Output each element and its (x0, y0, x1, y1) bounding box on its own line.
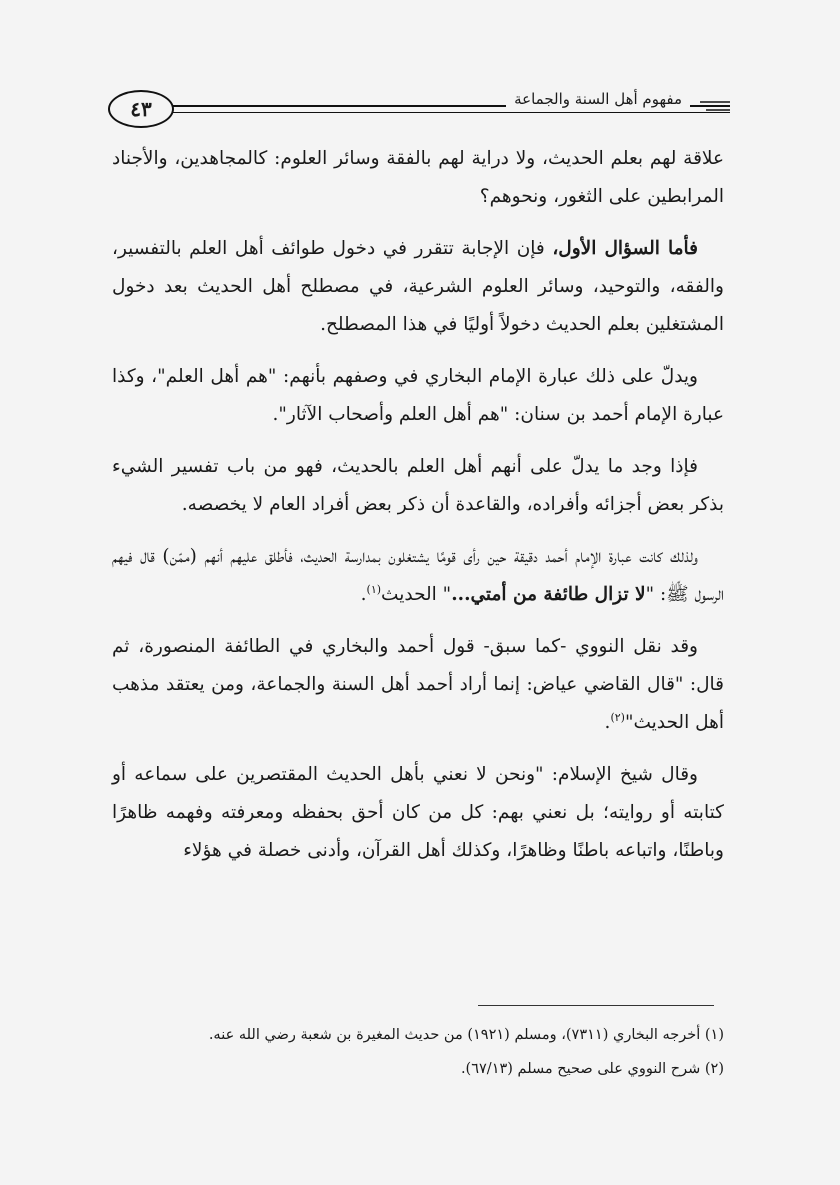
hadith-quote: لا تزال طائفة من أمتي... (451, 584, 646, 605)
paragraph (112, 230, 724, 344)
paragraph: وقال شيخ الإسلام: "ونحن لا نعني بأهل الحديث المقتصرين على سماعه أو كتابته أو روايته؛ بل نعني بهم: كل من كان أحق بحفظه ومعرفته وفهمه ظاهرًا وباطنًا، واتباعه باطنًا وظاهرًا، وكذلك أهل القرآن، وأدنى خصلة في هؤلاء (112, 764, 724, 861)
ornament-icon (700, 98, 730, 112)
page-body (112, 140, 724, 884)
footnote-divider (478, 1005, 714, 1006)
paragraph-text: ولذلك كانت عبارة الإمام أحمد دقيقة حين رأى قومًا يشتغلون بمدارسة الحديث، فأطلق عليهم أنهم (ممّن) قال فيهم الرسول ﷺ: " (112, 546, 724, 605)
paragraph (112, 628, 724, 742)
paragraph-text: وقد نقل النووي -كما سبق- قول أحمد والبخاري في الطائفة المنصورة، ثم قال: "قال القاضي عياض: إنما أراد أحمد أهل السنة والجماعة، ومن يعتقد مذهب أهل الحديث" (112, 636, 724, 733)
paragraph-text: " الحديث (381, 584, 452, 605)
paragraph-text: فإن الإجابة تتقرر في دخول طوائف أهل العلم بالتفسير، والفقه، والتوحيد، وسائر العلوم الشرعية، في مصطلح أهل الحديث بعد دخول المشتغلين بعلم الحديث دخولاً أوليًا في هذا المصطلح. (112, 238, 724, 335)
footnote-ref[interactable]: (٢) (610, 710, 625, 724)
running-title: مفهوم أهل السنة والجماعة (506, 90, 690, 108)
paragraph-text: . (360, 584, 367, 605)
paragraph (112, 538, 724, 614)
footnote-ref[interactable]: (١) (366, 582, 382, 596)
footnote: (١) أخرجه البخاري (٧٣١١)، ومسلم (١٩٢١) من حديث المغيرة بن شعبة رضي الله عنه. (208, 1027, 724, 1043)
footnotes (112, 1018, 724, 1086)
paragraph-text: . (604, 712, 611, 733)
paragraph: ويدلّ على ذلك عبارة الإمام البخاري في وصفهم بأنهم: "هم أهل العلم"، وكذا عبارة الإمام أحمد بن سنان: "هم أهل العلم وأصحاب الآثار". (112, 366, 724, 425)
header-rule-thin (168, 112, 730, 113)
paragraph: فإذا وجد ما يدلّ على أنهم أهل العلم بالحديث، فهو من باب تفسير الشيء بذكر بعض أجزائه وأفراده، والقاعدة أن ذكر بعض أفراد العام لا يخصصه. (112, 456, 724, 515)
page-number: ٤٣ (108, 90, 174, 128)
page-header (108, 88, 730, 128)
footnote: (٢) شرح النووي على صحيح مسلم (٦٧/١٣). (460, 1061, 724, 1077)
section-lead: فأما السؤال الأول، (552, 238, 698, 259)
paragraph: علاقة لهم بعلم الحديث، ولا دراية لهم بالفقة وسائر العلوم: كالمجاهدين، والأجناد المرابطين على الثغور، ونحوهم؟ (112, 148, 724, 207)
